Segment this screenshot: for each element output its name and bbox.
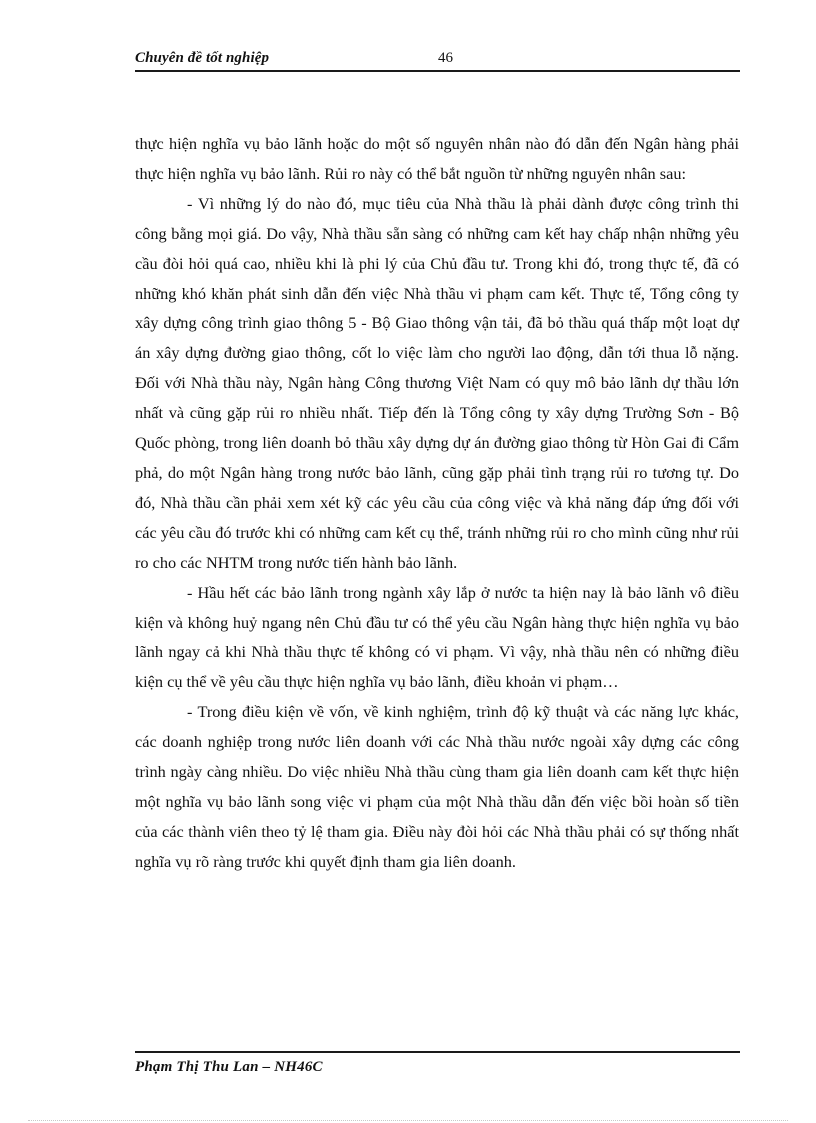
- page-bottom-divider: [28, 1120, 788, 1121]
- paragraph-reason-1: - Vì những lý do nào đó, mục tiêu của Nhà thầu là phải dành được công trình thi công bằng mọi giá. Do vậy, Nhà thầu sẵn sàng có những cam kết hay chấp nhận những yêu cầu đòi hỏi quá cao, nhiều khi là phi lý của Chủ đầu tư. Trong khi đó, trong thực tế, đã có những khó khăn phát sinh dẫn đến việc Nhà thầu vi phạm cam kết. Thực tế, Tổng công ty xây dựng công trình giao thông 5 - Bộ Giao thông vận tải, đã bỏ thầu quá thấp một loạt dự án xây dựng đường giao thông, cốt lo việc làm cho người lao động, dẫn tới thua lỗ nặng. Đối với Nhà thầu này, Ngân hàng Công thương Việt Nam có quy mô bảo lãnh dự thầu lớn nhất và cũng gặp rủi ro nhiều nhất. Tiếp đến là Tổng công ty xây dựng Trường Sơn - Bộ Quốc phòng, trong liên doanh bỏ thầu xây dựng dự án đường giao thông từ Hòn Gai đi Cẩm phả, do một Ngân hàng trong nước bảo lãnh, cũng gặp phải tình trạng rủi ro tương tự. Do đó, Nhà thầu cần phải xem xét kỹ các yêu cầu của công việc và khả năng đáp ứng đối với các yêu cầu đó trước khi có những cam kết cụ thể, tránh những rủi ro cho mình cũng như rủi ro cho các NHTM trong nước tiến hành bảo lãnh.: [135, 193, 739, 572]
- paragraph-reason-2: - Hầu hết các bảo lãnh trong ngành xây lắp ở nước ta hiện nay là bảo lãnh vô điều kiện và không huỷ ngang nên Chủ đầu tư có thể yêu cầu Ngân hàng thực hiện nghĩa vụ bảo lãnh ngay cả khi Nhà thầu thực tế không có vi phạm. Vì vậy, nhà thầu nên có những điều kiện cụ thể về yêu cầu thực hiện nghĩa vụ bảo lãnh, điều khoản vi phạm…: [135, 582, 739, 692]
- page-footer: [135, 1051, 740, 1076]
- footer-author: Phạm Thị Thu Lan – NH46C: [135, 1059, 323, 1075]
- page-number: 46: [438, 50, 453, 66]
- paragraph-intro: thực hiện nghĩa vụ bảo lãnh hoặc do một số nguyên nhân nào đó dẫn đến Ngân hàng phải thực hiện nghĩa vụ bảo lãnh. Rủi ro này có thể bắt nguồn từ những nguyên nhân sau:: [135, 134, 739, 183]
- paragraph-reason-3: - Trong điều kiện về vốn, về kinh nghiệm, trình độ kỹ thuật và các năng lực khác, các doanh nghiệp trong nước liên doanh với các Nhà thầu nước ngoài xây dựng các công trình ngày càng nhiều. Do việc nhiều Nhà thầu cùng tham gia liên doanh cam kết thực hiện một nghĩa vụ bảo lãnh song việc vi phạm của một Nhà thầu dẫn đến việc bồi hoàn số tiền của các thành viên theo tỷ lệ tham gia. Điều này đòi hỏi các Nhà thầu phải có sự thống nhất nghĩa vụ rõ ràng trước khi quyết định tham gia liên doanh.: [135, 702, 739, 871]
- header-title: Chuyên đề tốt nghiệp: [135, 50, 270, 66]
- page-header: [135, 46, 740, 72]
- document-body: [135, 129, 739, 877]
